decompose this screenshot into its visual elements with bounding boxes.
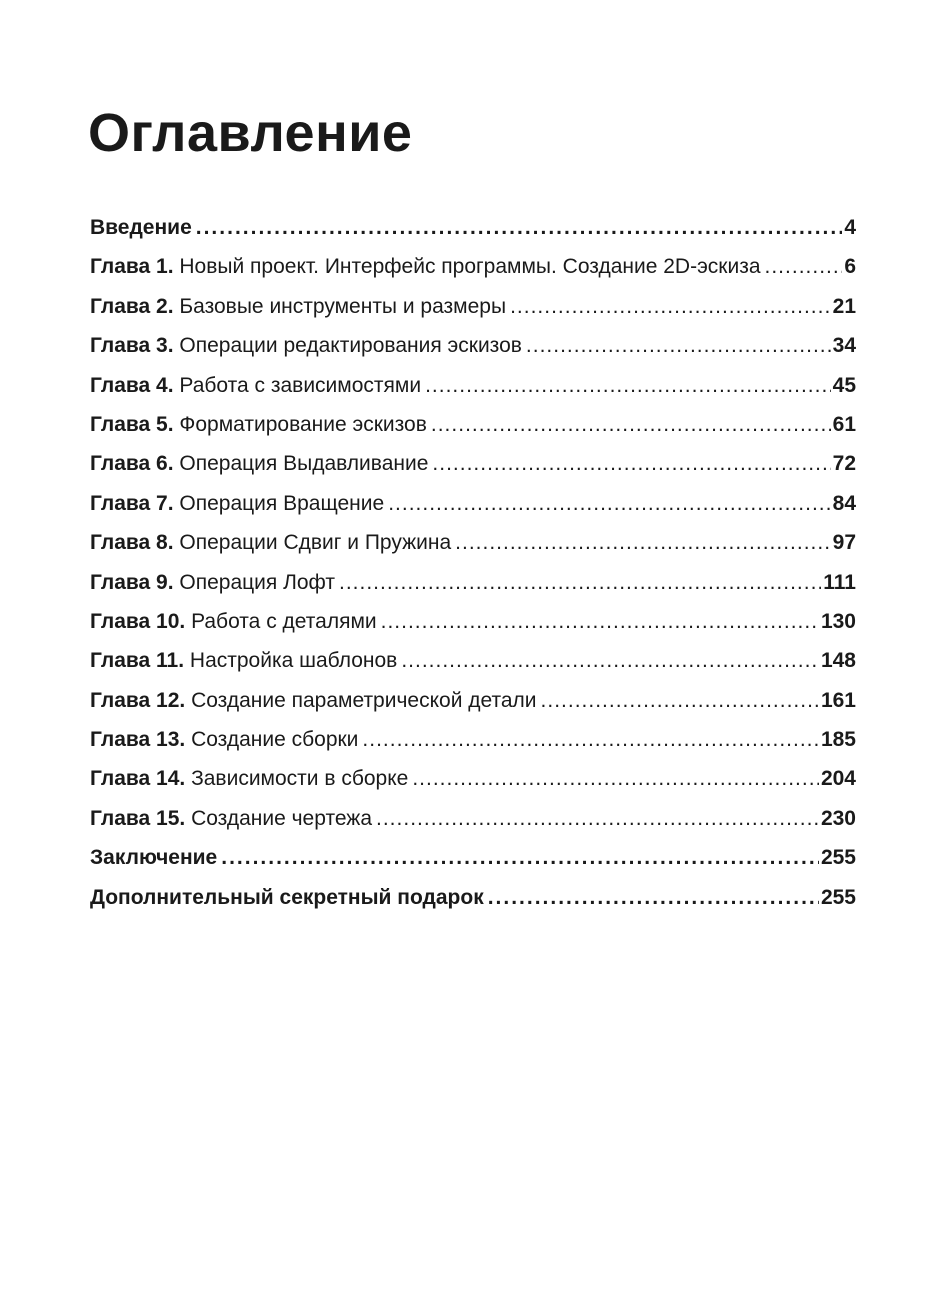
toc-leader-dots [765,247,843,286]
toc-entry-label [90,563,335,602]
toc-entry-label [90,523,451,562]
toc-leader-dots [432,444,830,483]
page-title: Оглавление [88,103,413,163]
toc-leader-dots [221,838,819,877]
toc-chapter-number: Глава 15. [90,806,186,830]
toc-entry-title: Заключение [90,846,218,870]
toc-entry-chapter-3[interactable] [90,326,856,365]
toc-leader-dots [401,641,819,680]
toc-page-number: 4 [844,216,856,239]
toc-page-number: 185 [820,728,856,752]
toc-leader-dots [431,405,831,444]
toc-leader-dots [362,720,819,759]
toc-page-number: 21 [832,294,856,318]
toc-leader-dots [388,484,830,523]
toc-page-number: 34 [832,334,856,358]
toc-chapter-number: Глава 2. [90,294,174,318]
toc-leader-dots [541,681,819,720]
toc-page-number: 61 [832,412,856,436]
toc-entry-label [90,484,384,523]
toc-entry-chapter-14[interactable] [90,759,856,798]
toc-entry-title: Операции редактирования эскизов [179,334,522,358]
toc-entry-title: Операция Лофт [179,570,335,594]
toc-page-number: 84 [832,491,856,515]
toc-entry-title: Зависимости в сборке [191,767,409,791]
toc-entry-title: Введение [90,216,192,239]
toc-page-number: 72 [832,452,856,476]
toc-entry-chapter-10[interactable] [90,602,856,641]
toc-entry-chapter-9[interactable] [90,563,856,602]
toc-entry-title: Базовые инструменты и размеры [179,294,507,318]
toc-page-number: 45 [832,373,856,397]
toc-entry-label [90,799,372,838]
toc-entry-chapter-4[interactable] [90,366,856,405]
toc-entry-label [90,878,484,917]
toc-page-number: 130 [820,609,856,633]
toc-entry-title: Форматирование эскизов [179,412,427,436]
toc-entry-title: Операция Вращение [179,491,385,515]
toc-leader-dots [412,759,819,798]
toc-entry-title: Операции Сдвиг и Пружина [179,531,452,555]
toc-chapter-number: Глава 12. [90,688,186,712]
toc-entry-label [90,838,217,877]
toc-chapter-number: Глава 9. [90,570,174,594]
toc-chapter-number: Глава 13. [90,728,186,752]
toc-entry-label [90,602,377,641]
toc-entry-label [90,720,358,759]
toc-entry-chapter-1[interactable] [90,247,856,286]
toc-entry-bonus[interactable] [90,878,856,917]
toc-leader-dots [455,523,830,562]
toc-entry-title: Создание параметрической детали [191,688,537,712]
toc-chapter-number: Глава 10. [90,609,186,633]
toc-page-number: 230 [820,806,856,830]
toc-entry-title: Новый проект. Интерфейс программы. Создание 2D-эскиза [179,255,761,279]
toc-leader-dots [339,563,821,602]
toc-entry-conclusion[interactable] [90,838,856,877]
toc-entry-title: Создание сборки [191,728,359,752]
toc-entry-chapter-6[interactable] [90,444,856,483]
toc-entry-chapter-5[interactable] [90,405,856,444]
toc-entry-label [90,326,522,365]
toc-entry-title: Настройка шаблонов [189,649,398,673]
toc-entry-chapter-8[interactable] [90,523,856,562]
toc-page-number: 111 [823,570,856,594]
toc-chapter-number: Глава 11. [90,649,185,673]
toc-leader-dots [510,287,831,326]
toc-page-number: 255 [820,885,856,909]
toc-chapter-number: Глава 1. [90,255,174,279]
toc-leader-dots [488,878,819,917]
toc-chapter-number: Глава 6. [90,452,174,476]
toc-entry-label [90,641,397,680]
toc-chapter-number: Глава 8. [90,531,174,555]
toc-leader-dots [196,208,843,247]
toc-leader-dots [526,326,831,365]
toc-entry-label [90,366,421,405]
toc-entry-chapter-15[interactable] [90,799,856,838]
toc-leader-dots [381,602,819,641]
toc-page-number: 148 [820,649,856,673]
toc-list [90,208,856,917]
toc-entry-chapter-11[interactable] [90,641,856,680]
toc-leader-dots [376,799,819,838]
toc-entry-label [90,287,506,326]
toc-entry-title: Операция Выдавливание [179,452,429,476]
toc-chapter-number: Глава 4. [90,373,174,397]
toc-entry-label [90,681,537,720]
toc-entry-title: Работа с зависимостями [179,373,422,397]
toc-entry-title: Дополнительный секретный подарок [90,885,484,909]
toc-entry-label [90,208,192,247]
toc-entry-title: Работа с деталями [191,609,377,633]
toc-page-number: 204 [820,767,856,791]
toc-leader-dots [425,366,831,405]
toc-chapter-number: Глава 14. [90,767,186,791]
toc-page-number: 255 [820,846,856,870]
toc-page-number: 97 [832,531,856,555]
toc-entry-label [90,444,428,483]
toc-entry-title: Создание чертежа [191,806,373,830]
toc-entry-label [90,759,408,798]
toc-entry-chapter-2[interactable] [90,287,856,326]
toc-page-number: 6 [844,255,856,279]
toc-chapter-number: Глава 7. [90,491,174,515]
toc-chapter-number: Глава 5. [90,412,174,436]
toc-entry-chapter-12[interactable] [90,681,856,720]
toc-entry-chapter-13[interactable] [90,720,856,759]
toc-entry-label [90,247,761,286]
toc-entry-introduction[interactable] [90,208,856,247]
toc-entry-chapter-7[interactable] [90,484,856,523]
toc-entry-label [90,405,427,444]
toc-chapter-number: Глава 3. [90,334,174,358]
toc-page-number: 161 [820,688,856,712]
